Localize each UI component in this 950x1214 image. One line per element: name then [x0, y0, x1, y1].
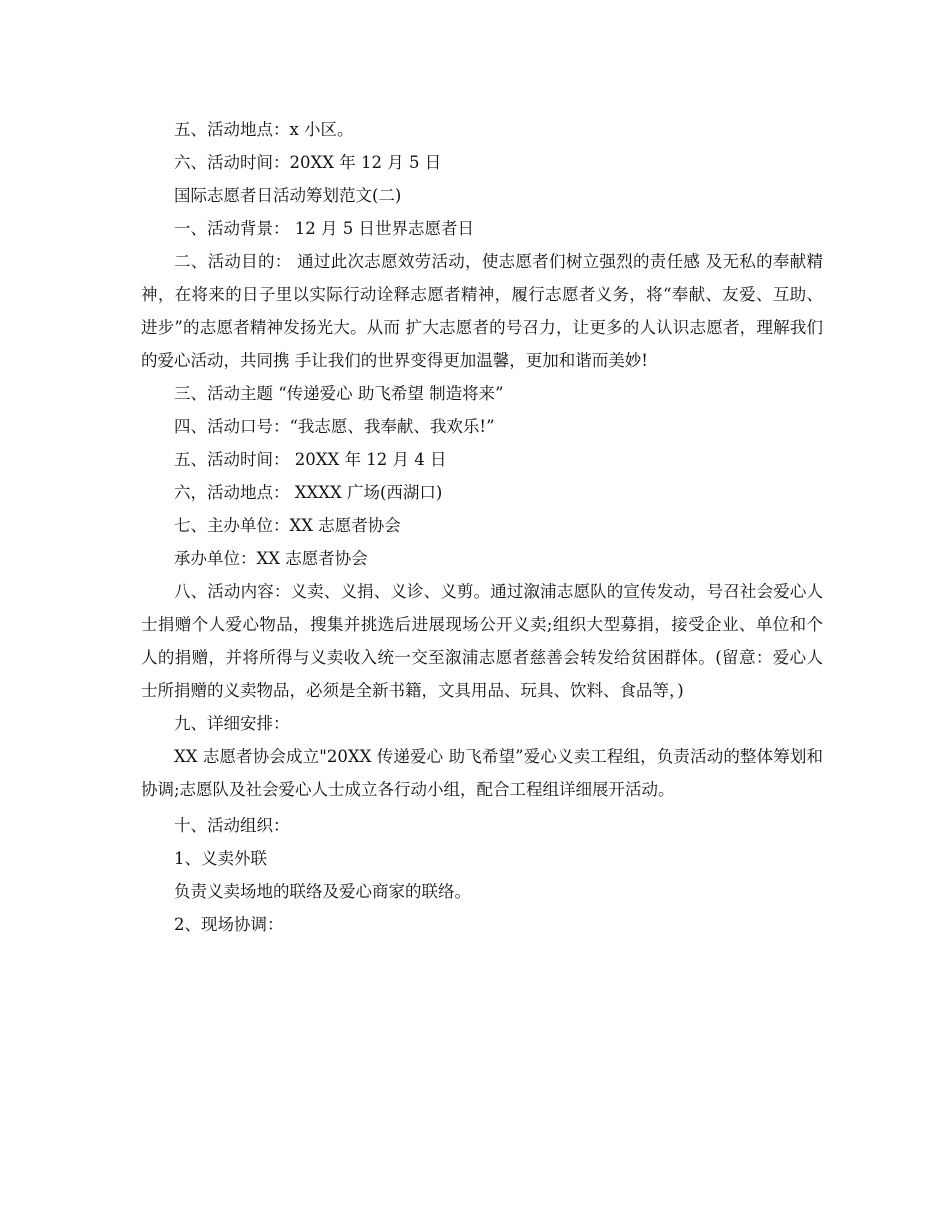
section-heading: 国际志愿者日活动筹划范文(二) — [174, 186, 402, 205]
paragraph-arrangement-heading: 九、详细安排： — [174, 714, 290, 733]
paragraph-arrangement: XX 志愿者协会成立"20XX 传递爱心 助飞希望”爱心义卖工程组，负责活动的整体筹划和协调;志愿队及社会爱心人士成立各行动小组，配合工程组详细展开活动。 — [141, 747, 823, 799]
paragraph-purpose: 二、活动目的： 通过此次志愿效劳活动，使志愿者们树立强烈的责任感 及无私的奉献精神，在将来的日子里以实际行动诠释志愿者精神，履行志愿者义务，将“奉献、友爱、互助、进步”的志愿者精神发扬光大。从而 扩大志愿者的号召力，让更多的人认识志愿者，理解我们的爱心活动，共同携 手让我们的世界变得更加温馨，更加和谐而美妙! — [141, 252, 823, 370]
list-item-outreach: 1、义卖外联 — [174, 849, 267, 868]
paragraph-outreach-desc: 负责义卖场地的联络及爱心商家的联络。 — [174, 882, 471, 901]
paragraph-organizer: 七、主办单位：XX 志愿者协会 — [174, 516, 401, 535]
paragraph-theme: 三、活动主题 “传递爱心 助飞希望 制造将来” — [174, 384, 504, 403]
paragraph-background: 一、活动背景： 12 月 5 日世界志愿者日 — [174, 219, 474, 238]
paragraph-organization-heading: 十、活动组织： — [174, 816, 290, 835]
paragraph-time: 六、活动时间：20XX 年 12 月 5 日 — [174, 153, 442, 172]
paragraph-co-organizer: 承办单位：XX 志愿者协会 — [174, 549, 368, 568]
paragraph-venue: 五、活动地点：x 小区。 — [174, 120, 354, 139]
paragraph-content: 八、活动内容：义卖、义捐、义诊、义剪。通过溆浦志愿队的宣传发动，号召社会爱心人士捐赠个人爱心物品，搜集并挑选后进展现场公开义卖;组织大型募捐，接受企业、单位和个人的捐赠，并将所得与义卖收入统一交至溆浦志愿者慈善会转发给贫困群体。(留意：爱心人士所捐赠的义卖物品，必须是全新书籍，文具用品、玩具、饮料、食品等，) — [141, 582, 823, 700]
paragraph-slogan: 四、活动口号：“我志愿、我奉献、我欢乐!” — [174, 417, 495, 436]
paragraph-activity-time: 五、活动时间： 20XX 年 12 月 4 日 — [174, 450, 447, 469]
list-item-coordination: 2、现场协调： — [174, 915, 284, 934]
document-body — [141, 113, 823, 941]
paragraph-activity-venue: 六，活动地点： XXXX 广场(西湖口) — [174, 483, 443, 502]
